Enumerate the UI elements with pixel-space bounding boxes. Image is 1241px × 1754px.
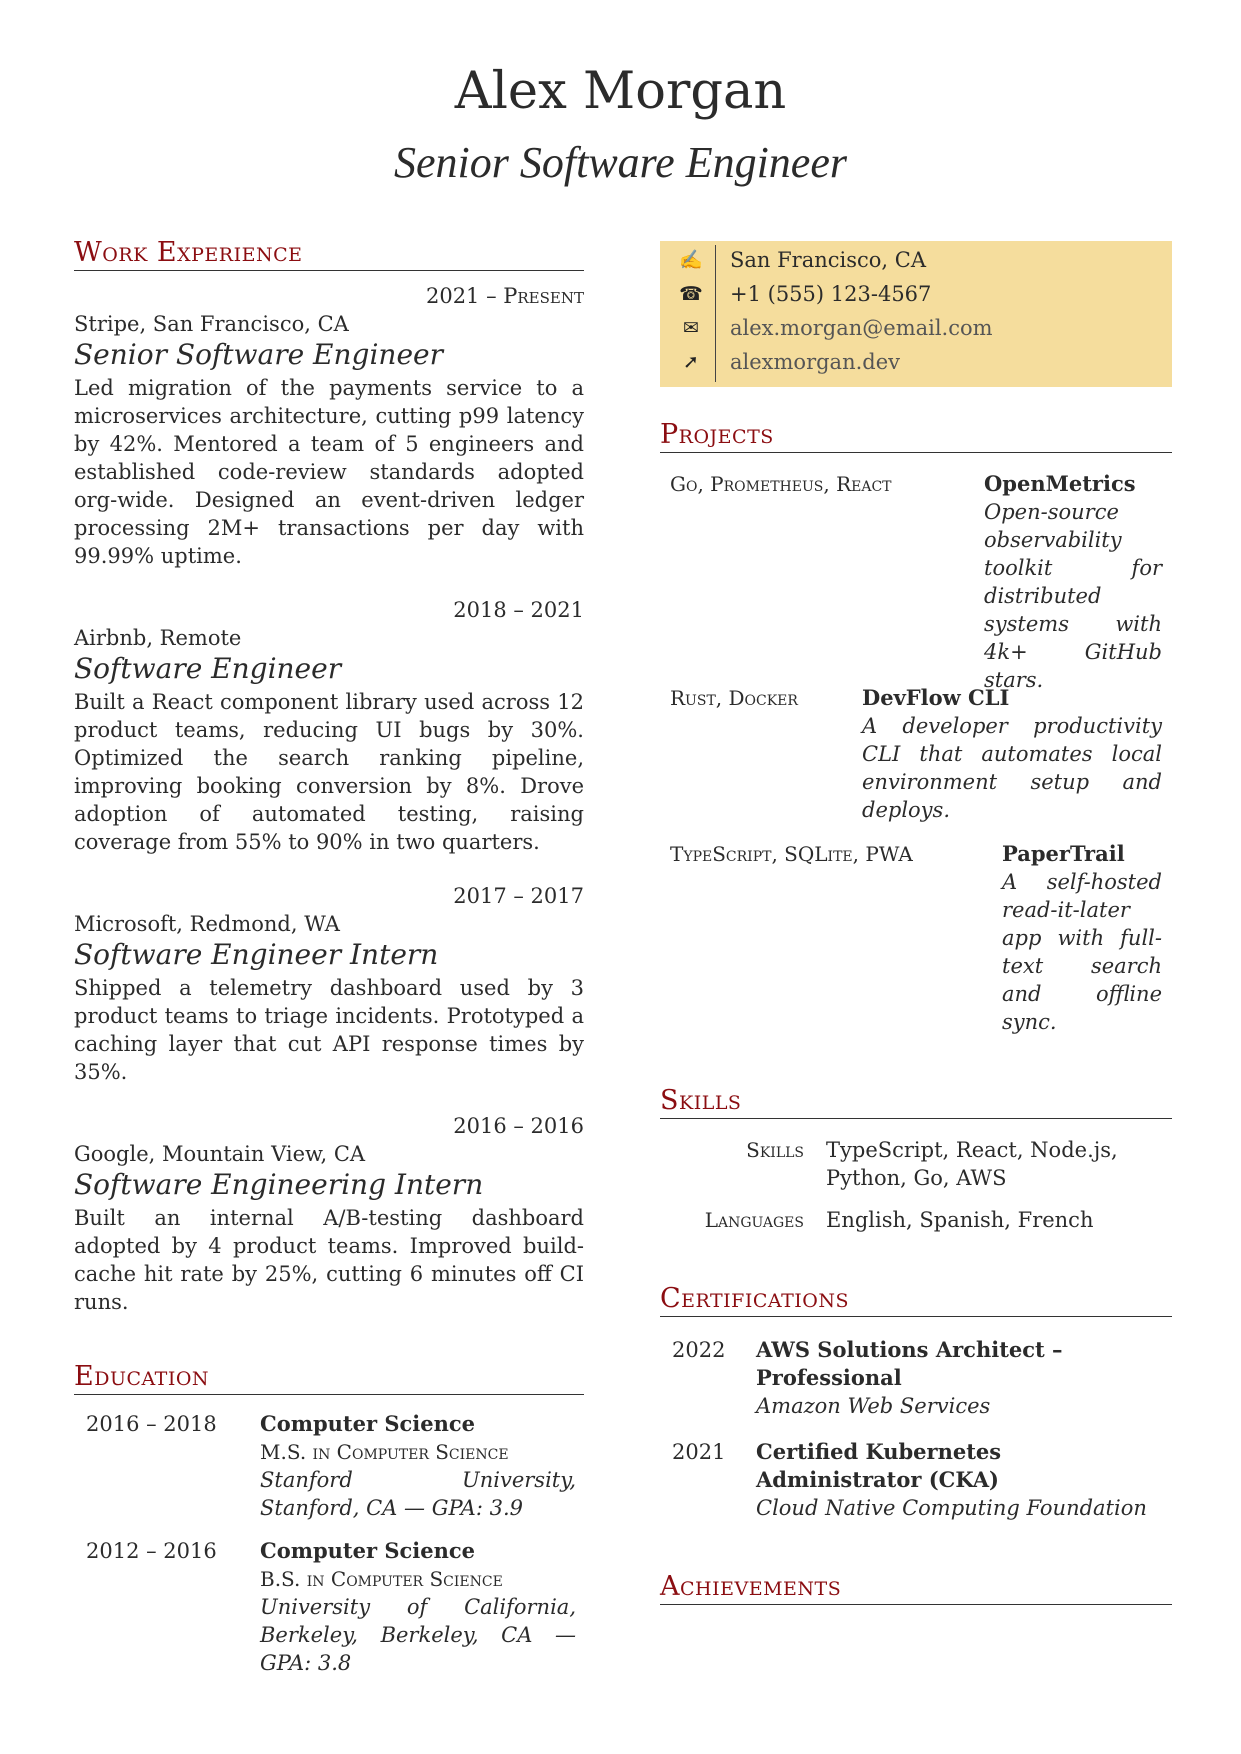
- work-entry-microsoft: [74, 882, 584, 1086]
- arrow-icon: ➚: [683, 351, 699, 373]
- contact-phone-text: +1 (555) 123-4567: [730, 282, 932, 306]
- certification-name: AWS Solutions Architect – Professional: [756, 1337, 1063, 1390]
- skills-value: TypeScript, React, Node.js, Python, Go, AWS: [826, 1138, 1118, 1190]
- education-school: University of California, Berkeley, Berkeley, CA — GPA: 3.8: [260, 1595, 576, 1675]
- contact-website[interactable]: [660, 347, 1172, 377]
- certification-org: Cloud Native Computing Foundation: [756, 1496, 1147, 1520]
- work-dates: 2021 – Present: [425, 284, 584, 308]
- education-dates: 2016 – 2018: [86, 1412, 217, 1436]
- work-description: Built a React component library used across 12 product teams, reducing UI bugs by 30%. Optimized the search ranking pipeline, improving booking conversion by 8%. Drove adoption of automated testing, raising coverage from 55% to 90% in two quarters.: [74, 690, 584, 854]
- project-description: Open-source observability toolkit for distributed systems with 4k+ GitHub stars.: [984, 500, 1162, 692]
- project-name: DevFlow CLI: [862, 685, 1010, 710]
- work-dates: 2018 – 2021: [453, 598, 584, 622]
- education-school: Stanford University, Stanford, CA — GPA: 3.9: [260, 1468, 576, 1520]
- phone-icon: ☎: [679, 283, 703, 305]
- work-entry-google: [74, 1112, 584, 1316]
- skills-heading: Skills: [660, 1084, 1172, 1119]
- education-degree: B.S. in Computer Science: [260, 1567, 503, 1591]
- work-company: Microsoft, Redmond, WA: [74, 912, 340, 936]
- work-description: Shipped a telemetry dashboard used by 3 product teams to triage incidents. Prototyped a caching layer that cut API response times by 35%.: [74, 976, 584, 1084]
- work-dates: 2017 – 2017: [453, 884, 584, 908]
- contact-location: [660, 245, 1172, 275]
- work-description: Built an internal A/B-testing dashboard adopted by 4 product teams. Improved build-cache hit rate by 25%, cutting 6 minutes off CI runs.: [74, 1206, 584, 1314]
- work-entry-airbnb: [74, 596, 584, 856]
- contact-email-link[interactable]: alex.morgan@email.com: [730, 316, 993, 340]
- skills-label: Skills: [746, 1138, 804, 1162]
- contact-location-text: San Francisco, CA: [730, 248, 927, 272]
- work-entry-stripe: [74, 282, 584, 570]
- candidate-name: Alex Morgan: [454, 62, 787, 121]
- pen-icon: ✍: [679, 249, 703, 271]
- work-experience-heading: Work Experience: [74, 236, 584, 271]
- work-company: Google, Mountain View, CA: [74, 1142, 366, 1166]
- education-dates: 2012 – 2016: [86, 1539, 217, 1563]
- work-dates: 2016 – 2016: [453, 1114, 584, 1138]
- envelope-icon: ✉: [683, 317, 699, 339]
- education-degree: M.S. in Computer Science: [260, 1440, 509, 1464]
- work-role: Software Engineer: [74, 652, 342, 685]
- projects-heading: Projects: [660, 418, 1172, 453]
- languages-label: Languages: [704, 1208, 804, 1232]
- languages-value: English, Spanish, French: [826, 1208, 1094, 1232]
- certification-year: 2021: [672, 1440, 726, 1464]
- work-company: Airbnb, Remote: [74, 626, 242, 650]
- work-role: Software Engineering Intern: [74, 1168, 484, 1201]
- project-papertrail: [670, 840, 1162, 1040]
- achievements-heading: Achievements: [660, 1570, 1172, 1605]
- work-company: Stripe, San Francisco, CA: [74, 312, 349, 336]
- certifications-heading: Certifications: [660, 1282, 1172, 1317]
- project-name: OpenMetrics: [984, 471, 1136, 496]
- education-field: Computer Science: [260, 1538, 476, 1563]
- project-tech: Go, Prometheus, React: [670, 472, 892, 496]
- contact-phone: [660, 279, 1172, 309]
- contact-email[interactable]: [660, 313, 1172, 343]
- project-name: PaperTrail: [1002, 841, 1125, 866]
- project-tech: TypeScript, SQLite, PWA: [670, 842, 913, 866]
- work-description: Led migration of the payments service to a microservices architecture, cutting p99 latency by 42%. Mentored a team of 5 engineers and established code-review standards adopted org-wide. Designed an event-driven ledger processing 2M+ transactions per day with 99.99% uptime.: [74, 376, 584, 568]
- certification-year: 2022: [672, 1338, 726, 1362]
- candidate-title: Senior Software Engineer: [394, 138, 847, 187]
- certification-org: Amazon Web Services: [756, 1394, 991, 1418]
- certification-name: Certified Kubernetes Administrator (CKA): [756, 1439, 1002, 1492]
- work-role: Senior Software Engineer: [74, 338, 443, 371]
- contact-website-link[interactable]: alexmorgan.dev: [730, 350, 900, 374]
- work-role: Software Engineer Intern: [74, 938, 439, 971]
- project-description: A developer productivity CLI that automates local environment setup and deploys.: [862, 714, 1162, 822]
- contact-box: [660, 241, 1172, 387]
- project-description: A self-hosted read-it-later app with full-text search and offline sync.: [1002, 870, 1162, 1034]
- project-tech: Rust, Docker: [670, 686, 798, 710]
- education-heading: Education: [74, 1360, 584, 1395]
- education-field: Computer Science: [260, 1411, 476, 1436]
- project-openmetrics: [670, 470, 1162, 692]
- project-devflow: [670, 684, 1162, 824]
